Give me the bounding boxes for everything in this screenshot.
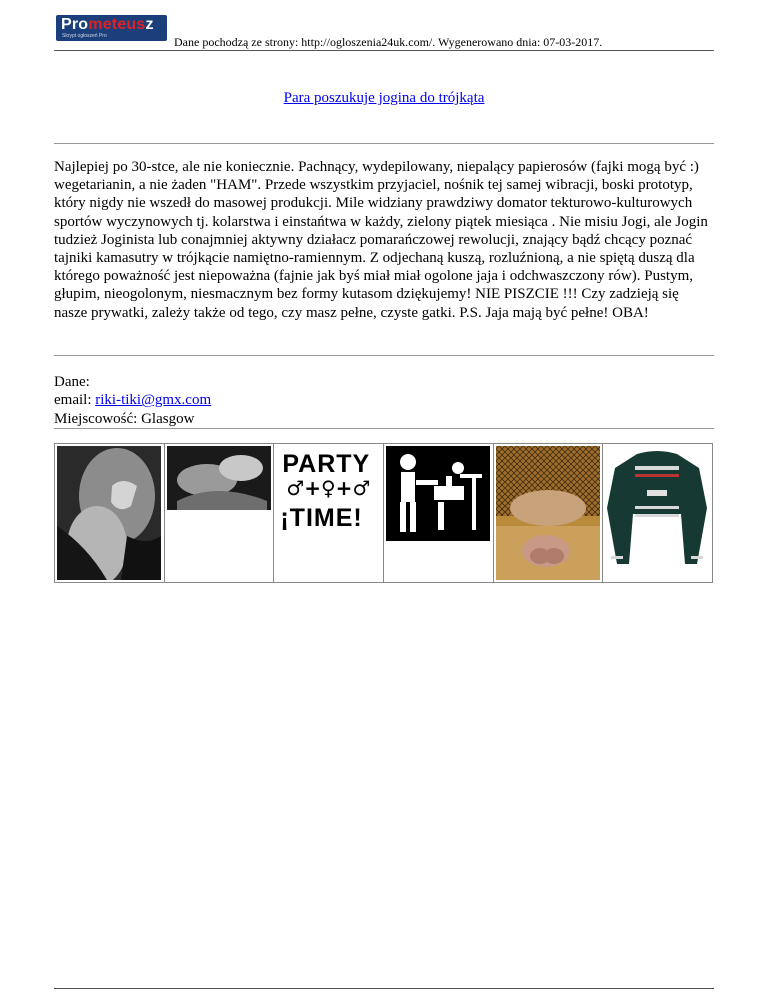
contact-heading: Dane: (54, 374, 90, 390)
gallery-cell[interactable] (274, 444, 384, 582)
logo-text: Prometeusz (61, 16, 154, 33)
header-divider (54, 50, 714, 51)
gallery-cell[interactable] (384, 444, 494, 582)
ad-description: Najlepiej po 30-stce, ale nie koniecznie. Pachnący, wydepilowany, niepalący papierosów (fajki mogą być :) wegetarianin, a nie żaden "HAM". Przede wszystkim przyjaciel, nośnik tej samej wibracji, boski prototyp, który nigdy nie wszedł do masowej produkcji. Mile widziany prawdziwy domator tekturowo-kulturowych sportów wyczynowych tj. kolarstwa i einstańtwa w każdy, zielony piątek miesiąca . Nie misiu Jogi, ale Jogin tudzież Joginista lub conajmniej aktywny działacz pomarańczowej rewolucji, znający bądź chcący poznać tajniki kamasutry w trójkącie namiętno-ramiennym. Z odjechaną kuszą, rozluźnioną, a nie spiętą duszą dla którego poważność jest niepoważna (fajnie jak byś miał miał ogolone jaja i odchwaszczony rów). Pustym, głupim, nieogolonym, niesmacznym bez formy kutasom dziękujemy! NIE PISZCIE !!! Czy zadzieją się nasze prywatki, zależy także od tego, czy masz pełne, czyste gatki. P.S. Jaja mają być pełne! OBA! (54, 159, 708, 321)
photo-gallery (54, 443, 713, 583)
photo-2 (167, 446, 271, 510)
contact-city-row: Miejscowość: Glasgow (54, 410, 195, 427)
photo-4 (386, 446, 490, 541)
source-info: Dane pochodzą ze strony: http://ogloszenia24uk.com/. Wygenerowano dnia: 07-03-2017. (174, 35, 603, 49)
gallery-cell[interactable] (55, 444, 165, 582)
gallery-cell[interactable] (494, 444, 604, 582)
footer-divider (54, 988, 714, 989)
photo-5 (496, 446, 600, 580)
contact-divider (54, 428, 714, 429)
email-link[interactable]: riki-tiki@gmx.com (95, 392, 212, 409)
photo-3: PARTY ♂+♀+♂ ¡TIME! (280, 450, 371, 532)
ad-title-link[interactable]: Para poszukuje jogina do trójkąta (283, 90, 485, 106)
prometeusz-logo[interactable] (56, 15, 167, 41)
gallery-cell[interactable] (165, 444, 275, 582)
photo-6 (605, 446, 709, 580)
logo-tagline: Skrypt ogłoszeń Pro (62, 33, 107, 39)
contact-email-row: email: riki-tiki@gmx.com (54, 392, 212, 409)
contact-info (54, 373, 211, 428)
header (54, 15, 714, 53)
photo-1 (57, 446, 161, 580)
title-divider (54, 143, 714, 144)
gallery-cell[interactable] (603, 444, 712, 582)
city-value: Glasgow (141, 410, 195, 427)
description-divider (54, 355, 714, 356)
